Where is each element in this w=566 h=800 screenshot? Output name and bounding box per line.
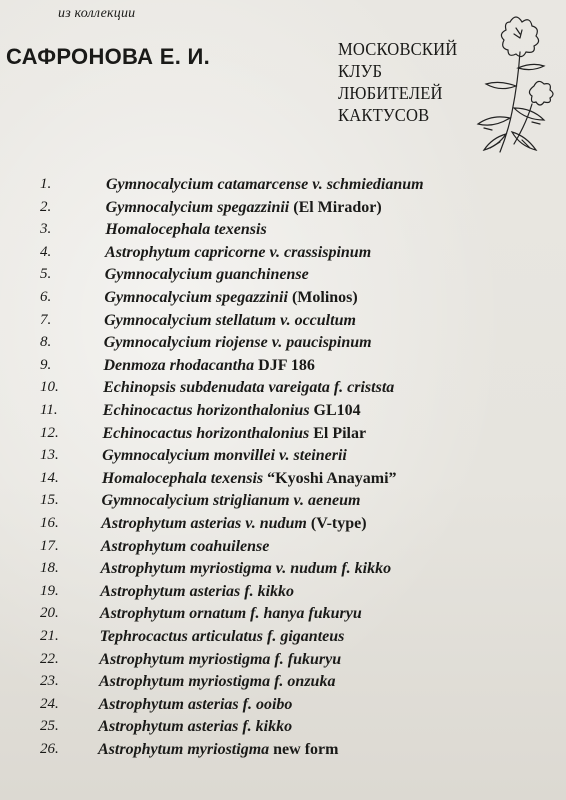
club-title-line: МОСКОВСКИЙ [338, 39, 458, 59]
plant-number: 13. [40, 447, 59, 464]
plant-number: 1. [40, 176, 52, 192]
plant-name [101, 515, 366, 533]
plant-scientific-name: Homalocephala texensis [105, 221, 267, 239]
plant-scientific-name: Astrophytum myriostigma v. nudum f. kikko [100, 560, 392, 578]
plant-scientific-name: Astrophytum capricorne v. crassispinum [105, 243, 372, 261]
plant-list-item [0, 651, 566, 673]
plant-scientific-name: Astrophytum asterias f. kikko [100, 582, 295, 600]
plant-scientific-name: Echinocactus horizonthalonius [102, 402, 310, 419]
plant-name [105, 221, 266, 239]
plant-name [101, 538, 269, 556]
plant-name [99, 673, 336, 691]
plant-number: 23. [40, 673, 59, 690]
plant-list-item [0, 312, 566, 334]
plant-name [99, 651, 341, 669]
plant-list-item [0, 492, 566, 514]
plant-scientific-name: Gymnocalycium spegazzinii [105, 198, 290, 216]
plant-name [103, 379, 394, 397]
plant-number: 3. [40, 221, 52, 238]
owner-name: САФРОНОВА Е. И. [6, 44, 211, 69]
plant-scientific-name: Gymnocalycium monvillei v. steinerii [102, 447, 347, 465]
plant-list-item [0, 199, 566, 221]
club-title-line: КЛУБ [338, 61, 383, 81]
plant-name [100, 605, 362, 623]
plant-number: 6. [40, 289, 52, 305]
plant-scientific-name: Astrophytum ornatum f. hanya fukuryu [99, 605, 362, 623]
plant-number: 15. [40, 492, 59, 509]
plant-scientific-name: Echinocactus horizonthalonius [102, 424, 310, 442]
plant-name [102, 492, 361, 510]
plant-scientific-name: Astrophytum coahuilense [100, 537, 270, 555]
plant-scientific-name: Gymnocalycium spegazzinii [104, 289, 288, 306]
plant-list-item [0, 447, 566, 469]
plant-name [102, 447, 347, 465]
plant-name-suffix: DJF 186 [254, 356, 315, 374]
plant-name [100, 583, 294, 601]
plant-number: 11. [40, 402, 58, 418]
plant-name [103, 402, 361, 420]
plant-scientific-name: Gymnocalycium riojense v. paucispinum [103, 334, 372, 352]
plant-name-suffix: (V-type) [306, 515, 367, 532]
plant-number: 17. [40, 537, 59, 554]
plant-list-item [0, 560, 566, 582]
plant-scientific-name: Astrophytum asterias f. kikko [98, 718, 293, 736]
plant-scientific-name: Echinopsis subdenudata vareigata f. criststa [103, 379, 395, 397]
plant-scientific-name: Gymnocalycium striglianum v. aeneum [101, 492, 361, 510]
plant-name [103, 357, 314, 375]
plant-list-item [0, 176, 566, 198]
plant-list-item [0, 379, 566, 401]
plant-name-suffix: “Kyoshi Anayami” [263, 469, 397, 487]
plant-number: 9. [40, 356, 52, 373]
plant-list-item [0, 696, 566, 718]
plant-name [102, 425, 366, 443]
plant-number: 20. [40, 605, 59, 622]
plant-list-item [0, 425, 566, 447]
plant-scientific-name: Gymnocalycium stellatum v. occultum [104, 311, 356, 329]
plant-list-item [0, 741, 566, 763]
plant-scientific-name: Astrophytum asterias f. ooibo [98, 695, 293, 713]
plant-list-item [0, 244, 566, 266]
plant-name-suffix: GL104 [309, 402, 361, 419]
plant-scientific-name: Astrophytum myriostigma f. onzuka [98, 673, 336, 691]
plant-list-item [0, 470, 566, 492]
plant-scientific-name: Gymnocalycium guanchinense [104, 266, 309, 284]
club-title-line: КАКТУСОВ [338, 105, 430, 125]
plant-name [105, 266, 309, 284]
plant-list-item [0, 334, 566, 356]
flower-illustration-icon [470, 8, 560, 158]
plant-number: 14. [40, 469, 59, 486]
plant-name-suffix: (Molinos) [287, 289, 358, 306]
plant-number: 2. [40, 198, 52, 215]
plant-list-item [0, 583, 566, 605]
plant-list-item [0, 515, 566, 537]
plant-name [100, 628, 345, 646]
plant-number: 19. [40, 582, 59, 599]
plant-number: 8. [40, 334, 52, 351]
plant-name [104, 312, 356, 330]
plant-scientific-name: Homalocephala texensis [101, 469, 264, 487]
plant-name [106, 176, 424, 194]
plant-list-item [0, 673, 566, 695]
plant-name-suffix: El Pilar [309, 424, 367, 442]
plant-scientific-name: Tephrocactus articulatus f. giganteus [99, 628, 345, 645]
plant-list-item [0, 402, 566, 424]
plant-name-suffix: (El Mirador) [289, 198, 382, 216]
plant-number: 22. [40, 650, 59, 667]
plant-name [106, 199, 382, 217]
club-title-line: ЛЮБИТЕЛЕЙ [338, 83, 443, 103]
plant-number: 7. [40, 311, 52, 328]
plant-scientific-name: Gymnocalycium catamarcense v. schmiedianum [106, 176, 424, 193]
plant-name [99, 696, 293, 714]
collection-caption: из коллекции [58, 6, 136, 21]
plant-number: 5. [40, 266, 52, 283]
plant-number: 4. [40, 243, 52, 260]
plant-number: 16. [40, 515, 59, 531]
plant-name [98, 718, 292, 736]
plant-number: 12. [40, 424, 59, 441]
plant-scientific-name: Astrophytum myriostigma f. fukuryu [99, 650, 342, 668]
plant-list-item [0, 289, 566, 311]
plant-list-item [0, 538, 566, 560]
plant-name [98, 741, 338, 759]
plant-scientific-name: Denmoza rhodacantha [103, 356, 255, 374]
plant-list-item [0, 718, 566, 740]
plant-list-item [0, 357, 566, 379]
plant-name [101, 560, 392, 578]
plant-list-item [0, 605, 566, 627]
plant-list-item [0, 266, 566, 288]
plant-name [104, 289, 357, 307]
plant-list-item [0, 221, 566, 243]
plant-number: 18. [40, 560, 59, 577]
plant-name [102, 470, 397, 488]
plant-name-suffix: new form [269, 741, 339, 758]
plant-number: 26. [40, 741, 59, 757]
plant-number: 25. [40, 718, 59, 735]
plant-scientific-name: Astrophytum myriostigma [98, 741, 270, 758]
plant-name [104, 334, 372, 352]
plant-number: 10. [40, 379, 59, 396]
plant-scientific-name: Astrophytum asterias v. nudum [101, 515, 307, 532]
plant-list-item [0, 628, 566, 650]
plant-number: 21. [40, 628, 59, 644]
plant-name [105, 244, 371, 262]
plant-number: 24. [40, 695, 59, 712]
